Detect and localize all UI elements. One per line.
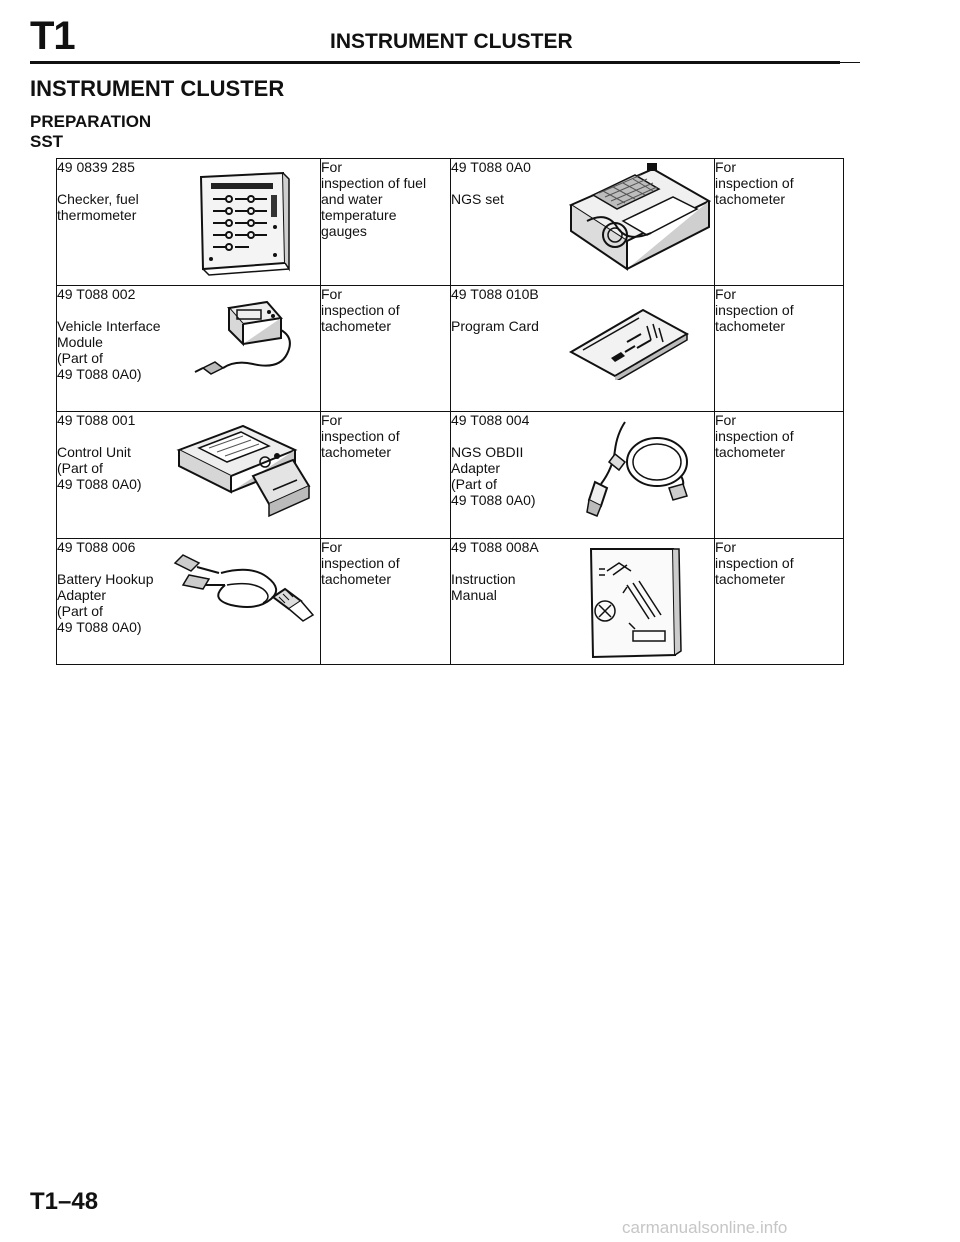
watermark: carmanualsonline.info bbox=[622, 1218, 788, 1237]
tool-parent-set: 49 T088 0A0) bbox=[57, 476, 142, 492]
purpose-text: and water bbox=[321, 191, 383, 207]
purpose-cell bbox=[321, 412, 451, 539]
purpose-cell bbox=[321, 286, 451, 412]
ngs-obdii-adapter-illustration bbox=[585, 418, 695, 522]
tool-part-number: 49 T088 006 bbox=[57, 539, 136, 555]
purpose-text: tachometer bbox=[321, 318, 392, 334]
purpose-text: For bbox=[715, 412, 736, 428]
header-rule bbox=[30, 61, 840, 64]
subheading-preparation: PREPARATION bbox=[30, 112, 152, 131]
purpose-cell bbox=[715, 159, 844, 286]
tool-name: Adapter bbox=[451, 460, 501, 476]
tool-part-number: 49 0839 285 bbox=[57, 159, 135, 175]
purpose-text: inspection of bbox=[715, 555, 794, 571]
purpose-cell bbox=[321, 159, 451, 286]
tool-name: NGS set bbox=[451, 191, 504, 207]
control-unit-illustration bbox=[173, 420, 313, 524]
purpose-text: inspection of bbox=[321, 555, 400, 571]
purpose-cell bbox=[321, 539, 451, 665]
tool-parent-set: (Part of bbox=[451, 476, 497, 492]
purpose-text: For bbox=[321, 159, 342, 175]
sst-table bbox=[56, 158, 844, 665]
tool-name: Checker, fuel bbox=[57, 191, 139, 207]
tool-part-number: 49 T088 002 bbox=[57, 286, 136, 302]
fuel-thermometer-checker-illustration bbox=[195, 171, 291, 277]
purpose-text: gauges bbox=[321, 223, 367, 239]
instruction-manual-illustration bbox=[587, 545, 687, 661]
tool-cell bbox=[57, 159, 321, 286]
tool-name: Vehicle Interface bbox=[57, 318, 161, 334]
tool-part-number: 49 T088 004 bbox=[451, 412, 530, 428]
purpose-text: For bbox=[321, 412, 342, 428]
tool-parent-set: (Part of bbox=[57, 603, 103, 619]
purpose-text: inspection of bbox=[715, 428, 794, 444]
tool-parent-set: 49 T088 0A0) bbox=[57, 366, 142, 382]
purpose-text: inspection of bbox=[321, 302, 400, 318]
tool-cell bbox=[451, 159, 715, 286]
purpose-text: inspection of bbox=[715, 302, 794, 318]
purpose-text: For bbox=[321, 539, 342, 555]
purpose-text: temperature bbox=[321, 207, 397, 223]
section-title: INSTRUMENT CLUSTER bbox=[30, 76, 285, 101]
battery-hookup-adapter-illustration bbox=[169, 549, 317, 633]
purpose-text: tachometer bbox=[715, 318, 786, 334]
purpose-text: inspection of fuel bbox=[321, 175, 427, 191]
tool-name: Control Unit bbox=[57, 444, 131, 460]
tool-parent-set: 49 T088 0A0) bbox=[57, 619, 142, 635]
purpose-cell bbox=[715, 539, 844, 665]
tool-part-number: 49 T088 008A bbox=[451, 539, 539, 555]
tool-part-number: 49 T088 0A0 bbox=[451, 159, 531, 175]
tool-cell bbox=[57, 286, 321, 412]
tool-name: Module bbox=[57, 334, 103, 350]
tool-cell bbox=[451, 412, 715, 539]
tool-cell bbox=[451, 539, 715, 665]
header-rule-tail bbox=[840, 62, 860, 63]
tool-cell bbox=[57, 412, 321, 539]
page-number: T1–48 bbox=[30, 1188, 99, 1215]
tool-parent-set: (Part of bbox=[57, 460, 103, 476]
purpose-text: For bbox=[715, 159, 736, 175]
table-row bbox=[57, 159, 844, 286]
tool-name: Battery Hookup bbox=[57, 571, 154, 587]
tool-name: Program Card bbox=[451, 318, 539, 334]
tool-cell bbox=[451, 286, 715, 412]
header-section-code: T1 bbox=[30, 14, 75, 58]
purpose-text: tachometer bbox=[715, 444, 786, 460]
vehicle-interface-module-illustration bbox=[189, 298, 293, 378]
table-row bbox=[57, 286, 844, 412]
tool-part-number: 49 T088 010B bbox=[451, 286, 539, 302]
table-row bbox=[57, 539, 844, 665]
purpose-text: tachometer bbox=[715, 191, 786, 207]
purpose-text: tachometer bbox=[715, 571, 786, 587]
tool-parent-set: 49 T088 0A0) bbox=[451, 492, 536, 508]
tool-name: Manual bbox=[451, 587, 497, 603]
purpose-text: tachometer bbox=[321, 571, 392, 587]
ngs-set-case-illustration bbox=[563, 161, 713, 277]
tool-cell bbox=[57, 539, 321, 665]
tool-parent-set: (Part of bbox=[57, 350, 103, 366]
purpose-cell bbox=[715, 412, 844, 539]
purpose-text: For bbox=[715, 286, 736, 302]
purpose-text: inspection of bbox=[715, 175, 794, 191]
subheading-sst: SST bbox=[30, 132, 64, 151]
program-card-illustration bbox=[567, 306, 691, 380]
purpose-text: tachometer bbox=[321, 444, 392, 460]
tool-name: Instruction bbox=[451, 571, 516, 587]
purpose-text: For bbox=[715, 539, 736, 555]
purpose-text: inspection of bbox=[321, 428, 400, 444]
purpose-cell bbox=[715, 286, 844, 412]
purpose-text: For bbox=[321, 286, 342, 302]
header-title: INSTRUMENT CLUSTER bbox=[330, 30, 573, 53]
tool-name: thermometer bbox=[57, 207, 137, 223]
tool-name: Adapter bbox=[57, 587, 107, 603]
tool-name: NGS OBDII bbox=[451, 444, 524, 460]
table-row bbox=[57, 412, 844, 539]
tool-part-number: 49 T088 001 bbox=[57, 412, 136, 428]
